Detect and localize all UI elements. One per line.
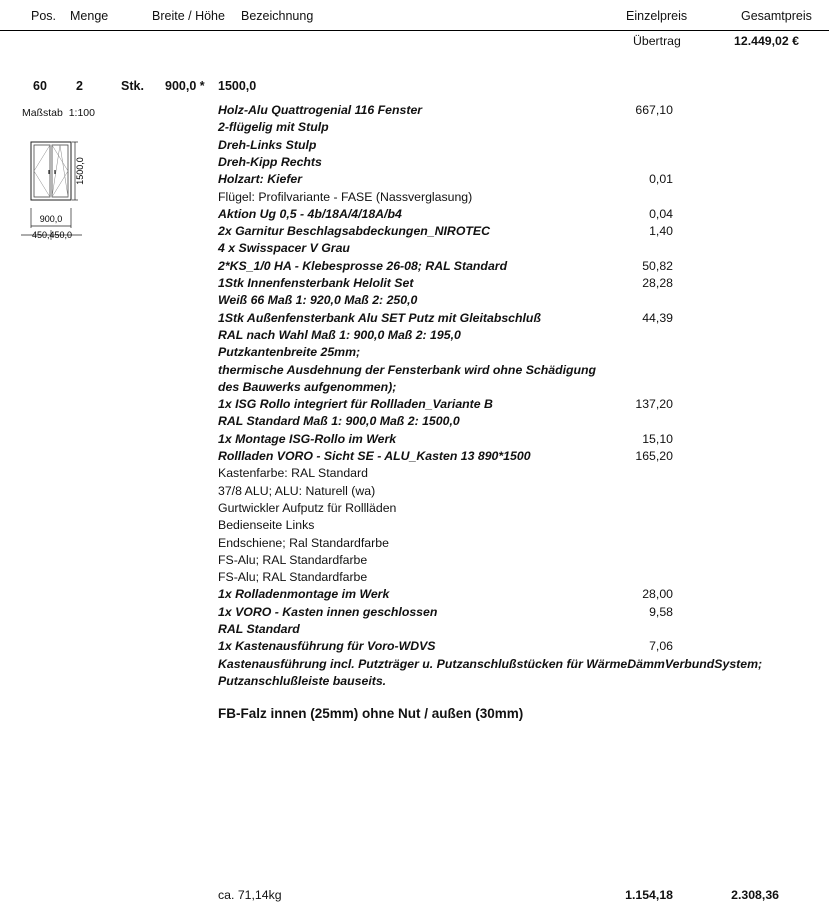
position-number: 60	[33, 79, 47, 93]
drawing-sub-label: 450,450,0	[31, 230, 73, 240]
item-line-price: 44,39	[642, 311, 673, 325]
item-line: 1x Montage ISG-Rollo im Werk	[218, 432, 397, 446]
position-quantity: 2	[76, 79, 83, 93]
item-line: RAL nach Wahl Maß 1: 900,0 Maß 2: 195,0	[218, 328, 461, 342]
item-line: Bedienseite Links	[218, 518, 315, 532]
item-line: 2x Garnitur Beschlagsabdeckungen_NIROTEC	[218, 224, 490, 238]
scale-label-text: Maßstab	[22, 107, 63, 119]
item-line-price: 15,10	[642, 432, 673, 446]
item-line: Holzart: Kiefer	[218, 172, 303, 186]
item-line: 37/8 ALU; ALU: Naturell (wa)	[218, 484, 376, 498]
item-line: Kastenfarbe: RAL Standard	[218, 466, 368, 480]
item-line: 2-flügelig mit Stulp	[218, 120, 329, 134]
item-line: thermische Ausdehnung der Fensterbank wird ohne Schädigung	[218, 363, 597, 377]
footer-unit-price: 1.154,18	[625, 888, 673, 902]
scale-label	[22, 107, 95, 119]
item-line: FS-Alu; RAL Standardfarbe	[218, 553, 368, 567]
item-line: 1x Kastenausführung für Voro-WDVS	[218, 639, 436, 653]
item-line: Weiß 66 Maß 1: 920,0 Maß 2: 250,0	[218, 293, 418, 307]
item-line: RAL Standard	[218, 622, 300, 636]
item-line: 1x ISG Rollo integriert für Rollladen_Variante B	[218, 397, 493, 411]
item-line: Putzanschlußleiste bauseits.	[218, 674, 387, 688]
item-line-price: 137,20	[635, 397, 673, 411]
item-line: Rollladen VORO - Sicht SE - ALU_Kasten 13 890*1500	[218, 449, 531, 463]
header-bezeichnung: Bezeichnung	[241, 9, 314, 23]
item-line-price: 9,58	[649, 605, 673, 619]
item-line: des Bauwerks aufgenommen);	[218, 380, 397, 394]
item-line-price: 0,01	[649, 172, 673, 186]
item-line: Dreh-Links Stulp	[218, 138, 317, 152]
item-line: 2*KS_1/0 HA - Klebesprosse 26-08; RAL Standard	[218, 259, 508, 273]
item-line-price: 165,20	[635, 449, 673, 463]
item-line: Flügel: Profilvariante - FASE (Nassverglasung)	[218, 190, 473, 204]
item-line: Dreh-Kipp Rechts	[218, 155, 322, 169]
item-line-price: 667,10	[635, 103, 673, 117]
drawing-width-label: 900,0	[39, 214, 63, 224]
item-line: RAL Standard Maß 1: 900,0 Maß 2: 1500,0	[218, 414, 460, 428]
item-line: Gurtwickler Aufputz für Rollläden	[218, 501, 397, 515]
header-divider	[0, 30, 829, 31]
fb-falz-note: FB-Falz innen (25mm) ohne Nut / außen (30mm)	[218, 706, 524, 721]
item-line-price: 1,40	[649, 224, 673, 238]
header-menge: Menge	[70, 9, 109, 23]
scale-value: 1:100	[68, 107, 95, 119]
item-line: Endschiene; Ral Standardfarbe	[218, 536, 389, 550]
item-line: Holz-Alu Quattrogenial 116 Fenster	[218, 103, 423, 117]
header-breite-hoehe: Breite / Höhe	[152, 9, 225, 23]
header-einzelpreis: Einzelpreis	[626, 9, 688, 23]
item-line: Putzkantenbreite 25mm;	[218, 345, 361, 359]
item-line: Aktion Ug 0,5 - 4b/18A/4/18A/b4	[218, 207, 402, 221]
window-frame	[31, 142, 71, 200]
position-width: 900,0 *	[165, 79, 205, 93]
item-line: Kastenausführung incl. Putzträger u. Putzanschlußstücken für WärmeDämmVerbundSystem;	[218, 657, 763, 671]
item-line: 1x Rolladenmontage im Werk	[218, 587, 390, 601]
window-sash-left	[34, 145, 50, 197]
item-line-price: 28,00	[642, 587, 673, 601]
carry-value: 12.449,02 €	[734, 34, 799, 48]
item-line: 1x VORO - Kasten innen geschlossen	[218, 605, 438, 619]
window-drawing	[20, 140, 90, 250]
drawing-height-label: 1500,0	[75, 157, 85, 185]
item-line: 1Stk Innenfensterbank Helolit Set	[218, 276, 414, 290]
item-line-price: 0,04	[649, 207, 673, 221]
item-line-price: 28,28	[642, 276, 673, 290]
header-gesamtpreis: Gesamtpreis	[741, 9, 812, 23]
footer-total-price: 2.308,36	[731, 888, 779, 902]
item-line: 1Stk Außenfensterbank Alu SET Putz mit Gleitabschluß	[218, 311, 541, 325]
position-unit: Stk.	[121, 79, 144, 93]
item-line: FS-Alu; RAL Standardfarbe	[218, 570, 368, 584]
item-line-price: 50,82	[642, 259, 673, 273]
item-line: 4 x Swisspacer V Grau	[218, 241, 350, 255]
header-pos: Pos.	[31, 9, 57, 23]
position-height: 1500,0	[218, 79, 257, 93]
weight-label: ca. 71,14kg	[218, 888, 282, 902]
carry-label: Übertrag	[633, 34, 681, 48]
item-line-price: 7,06	[649, 639, 673, 653]
